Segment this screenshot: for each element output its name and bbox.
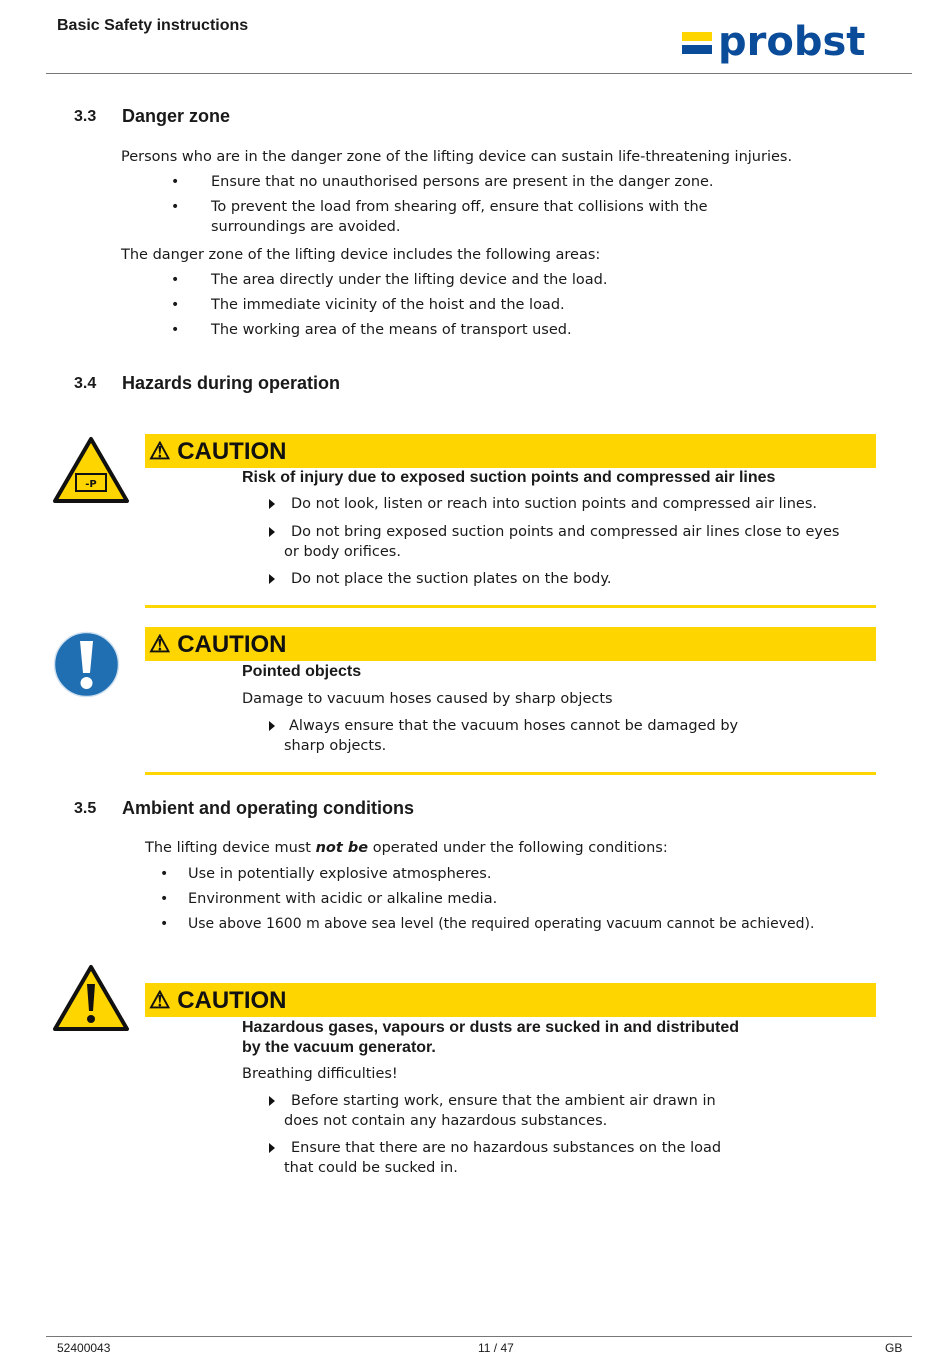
bullet-text-cont: surroundings are avoided. — [211, 219, 401, 235]
section-title: Danger zone — [122, 106, 231, 126]
instruction-text: Do not look, listen or reach into suction points and compressed air lines. — [291, 496, 817, 512]
header-divider — [46, 73, 912, 74]
bullet-text: The immediate vicinity of the hoist and the load. — [211, 297, 565, 313]
logo-text: probst — [718, 22, 866, 65]
bullet-text: The working area of the means of transport used. — [211, 322, 572, 338]
instruction-text: Always ensure that the vacuum hoses cannot be damaged by — [289, 718, 739, 734]
bullet-text: The area directly under the lifting device and the load. — [211, 272, 608, 288]
caution-label: ⚠ CAUTION — [149, 987, 287, 1014]
bullet: • — [160, 891, 169, 907]
warning-icon: ⚠ — [149, 631, 171, 658]
warning-end-rule — [145, 605, 876, 608]
bullet: • — [171, 174, 180, 190]
general-warning-icon — [52, 964, 130, 1032]
instruction-text-cont: that could be sucked in. — [284, 1160, 458, 1176]
instruction-text: Ensure that there are no hazardous substances on the load — [291, 1140, 722, 1156]
instruction-text: Before starting work, ensure that the ambient air drawn in — [291, 1093, 716, 1109]
caution-banner — [145, 983, 876, 1017]
caution-label: ⚠ CAUTION — [149, 631, 287, 658]
warning-description: Breathing difficulties! — [242, 1066, 398, 1082]
caution-label: ⚠ CAUTION — [149, 438, 287, 465]
probst-logo — [680, 22, 905, 70]
warning-title: Risk of injury due to exposed suction points and compressed air lines — [242, 469, 776, 486]
instruction-text-cont: sharp objects. — [284, 738, 387, 754]
language-code: GB — [885, 1341, 903, 1355]
paragraph: The danger zone of the lifting device includes the following areas: — [121, 247, 601, 263]
warning-description: Damage to vacuum hoses caused by sharp objects — [242, 691, 613, 707]
section-title: Hazards during operation — [122, 373, 341, 393]
warning-title-cont: by the vacuum generator. — [242, 1039, 436, 1056]
pressure-warning-icon — [52, 436, 130, 504]
warning-icon: ⚠ — [149, 987, 171, 1014]
arrow-bullet-icon — [269, 499, 275, 509]
bullet-text: To prevent the load from shearing off, ensure that collisions with the — [211, 199, 708, 215]
bullet-text: Environment with acidic or alkaline media. — [188, 891, 498, 907]
instruction-text-cont: does not contain any hazardous substances. — [284, 1113, 608, 1129]
arrow-bullet-icon — [269, 1096, 275, 1106]
icon-label: -P — [85, 479, 97, 490]
section-number: 3.4 — [74, 375, 97, 392]
arrow-bullet-icon — [269, 527, 275, 537]
mandatory-note-icon — [53, 631, 120, 698]
footer-divider — [46, 1336, 912, 1337]
instruction-text: Do not bring exposed suction points and compressed air lines close to eyes — [291, 524, 840, 540]
warning-icon: ⚠ — [149, 438, 171, 465]
page-header-title: Basic Safety instructions — [57, 17, 249, 34]
warning-title: Hazardous gases, vapours or dusts are sucked in and distributed — [242, 1019, 740, 1036]
warning-end-rule — [145, 772, 876, 775]
emphasis: not be — [315, 840, 369, 856]
bullet-text: Ensure that no unauthorised persons are present in the danger zone. — [211, 174, 714, 190]
bullet: • — [171, 272, 180, 288]
document-number: 52400043 — [57, 1341, 111, 1355]
paragraph: Persons who are in the danger zone of the lifting device can sustain life-threatening injuries. — [121, 149, 793, 165]
arrow-bullet-icon — [269, 721, 275, 731]
bullet: • — [171, 297, 180, 313]
caution-banner — [145, 434, 876, 468]
bullet-text: Use in potentially explosive atmospheres. — [188, 866, 492, 882]
section-number: 3.5 — [74, 800, 97, 817]
bullet: • — [171, 322, 180, 338]
bullet: • — [160, 916, 169, 932]
section-title: Ambient and operating conditions — [122, 798, 414, 818]
arrow-bullet-icon — [269, 1143, 275, 1153]
bullet: • — [171, 199, 180, 215]
paragraph: The lifting device must not be operated under the following conditions: — [145, 840, 668, 856]
instruction-text: Do not place the suction plates on the body. — [291, 571, 612, 587]
bullet: • — [160, 866, 169, 882]
page-number: 11 / 47 — [478, 1341, 514, 1355]
bullet-text: Use above 1600 m above sea level (the required operating vacuum cannot be achieved). — [188, 916, 815, 932]
warning-title: Pointed objects — [242, 663, 362, 680]
instruction-text-cont: or body orifices. — [284, 544, 401, 560]
caution-banner — [145, 627, 876, 661]
arrow-bullet-icon — [269, 574, 275, 584]
section-number: 3.3 — [74, 108, 97, 125]
